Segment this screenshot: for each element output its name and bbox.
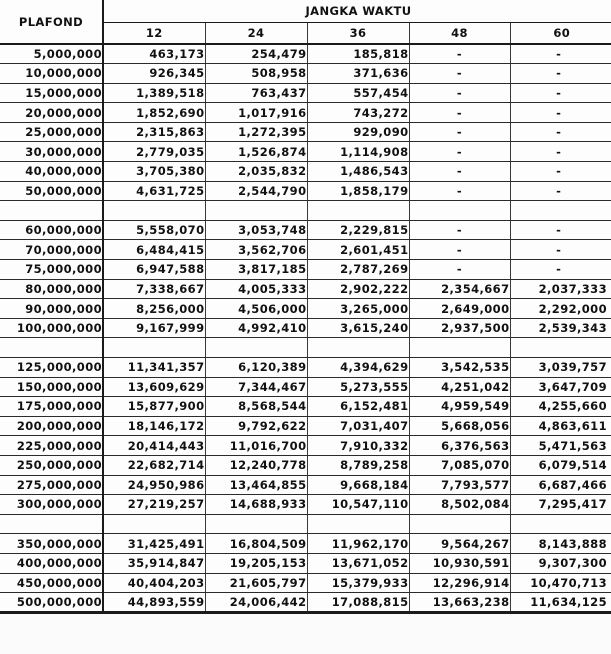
plafond-cell: 200,000,000 <box>0 416 103 436</box>
table-row <box>0 220 611 240</box>
installment-cell: 2,787,269 <box>307 260 409 280</box>
installment-cell: 4,394,629 <box>307 358 409 378</box>
table-row <box>0 83 611 103</box>
table-body <box>0 44 611 612</box>
installment-cell: - <box>510 122 611 142</box>
plafond-cell: 450,000,000 <box>0 573 103 593</box>
plafond-cell: 60,000,000 <box>0 220 103 240</box>
installment-cell: 3,542,535 <box>409 358 510 378</box>
table-row <box>0 495 611 515</box>
installment-cell: 1,852,690 <box>103 103 205 123</box>
installment-cell: 7,344,467 <box>205 377 307 397</box>
installment-cell: 12,296,914 <box>409 573 510 593</box>
spacer-cell <box>307 201 409 221</box>
plafond-cell: 75,000,000 <box>0 260 103 280</box>
plafond-cell: 90,000,000 <box>0 299 103 319</box>
installment-cell: - <box>510 64 611 84</box>
spacer-cell <box>307 514 409 534</box>
header-term-60: 60 <box>510 22 611 44</box>
table-row <box>0 142 611 162</box>
spacer-cell <box>510 201 611 221</box>
plafond-cell: 225,000,000 <box>0 436 103 456</box>
installment-cell: 2,035,832 <box>205 162 307 182</box>
installment-cell: 11,634,125 <box>510 593 611 613</box>
installment-cell: 3,647,709 <box>510 377 611 397</box>
spacer-cell <box>103 201 205 221</box>
plafond-cell: 5,000,000 <box>0 44 103 64</box>
installment-cell: - <box>409 240 510 260</box>
installment-cell: 9,668,184 <box>307 475 409 495</box>
plafond-cell: 300,000,000 <box>0 495 103 515</box>
installment-cell: 8,568,544 <box>205 397 307 417</box>
spacer-cell <box>205 201 307 221</box>
plafond-cell: 175,000,000 <box>0 397 103 417</box>
installment-cell: 24,950,986 <box>103 475 205 495</box>
installment-cell: 4,863,611 <box>510 416 611 436</box>
installment-cell: 6,484,415 <box>103 240 205 260</box>
installment-cell: 2,315,863 <box>103 122 205 142</box>
installment-cell: 15,379,933 <box>307 573 409 593</box>
installment-cell: 2,037,333 <box>510 279 611 299</box>
plafond-cell: 15,000,000 <box>0 83 103 103</box>
installment-cell: 1,272,395 <box>205 122 307 142</box>
table-row <box>0 573 611 593</box>
installment-cell: 8,502,084 <box>409 495 510 515</box>
installment-cell: 16,804,509 <box>205 534 307 554</box>
installment-cell: - <box>409 142 510 162</box>
installment-cell: - <box>409 122 510 142</box>
spacer-cell <box>0 338 103 358</box>
table-row <box>0 260 611 280</box>
installment-cell: 35,914,847 <box>103 553 205 573</box>
plafond-cell: 25,000,000 <box>0 122 103 142</box>
installment-cell: 5,273,555 <box>307 377 409 397</box>
installment-cell: 6,947,588 <box>103 260 205 280</box>
installment-cell: 19,205,153 <box>205 553 307 573</box>
table-spacer-row <box>0 514 611 534</box>
installment-cell: 6,120,389 <box>205 358 307 378</box>
table-spacer-row <box>0 201 611 221</box>
installment-cell: 7,793,577 <box>409 475 510 495</box>
spacer-cell <box>103 338 205 358</box>
plafond-cell: 250,000,000 <box>0 455 103 475</box>
installment-cell: 9,167,999 <box>103 318 205 338</box>
installment-cell: 24,006,442 <box>205 593 307 613</box>
installment-cell: - <box>409 64 510 84</box>
installment-cell: 371,636 <box>307 64 409 84</box>
installment-cell: 557,454 <box>307 83 409 103</box>
installment-cell: 8,256,000 <box>103 299 205 319</box>
installment-cell: 3,705,380 <box>103 162 205 182</box>
spacer-cell <box>510 514 611 534</box>
installment-cell: 463,173 <box>103 44 205 64</box>
installment-cell: - <box>510 83 611 103</box>
installment-cell: - <box>510 181 611 201</box>
installment-cell: 10,930,591 <box>409 553 510 573</box>
installment-cell: - <box>510 240 611 260</box>
installment-cell: 4,631,725 <box>103 181 205 201</box>
installment-cell: 44,893,559 <box>103 593 205 613</box>
installment-cell: 2,779,035 <box>103 142 205 162</box>
installment-cell: 21,605,797 <box>205 573 307 593</box>
installment-cell: 1,017,916 <box>205 103 307 123</box>
installment-cell: 10,470,713 <box>510 573 611 593</box>
spacer-cell <box>409 201 510 221</box>
installment-cell: 185,818 <box>307 44 409 64</box>
plafond-cell: 10,000,000 <box>0 64 103 84</box>
plafond-cell: 125,000,000 <box>0 358 103 378</box>
installment-cell: 20,414,443 <box>103 436 205 456</box>
installment-cell: 6,687,466 <box>510 475 611 495</box>
table-row <box>0 436 611 456</box>
spacer-cell <box>409 514 510 534</box>
table-row <box>0 279 611 299</box>
table-row <box>0 240 611 260</box>
installment-cell: 2,544,790 <box>205 181 307 201</box>
plafond-cell: 350,000,000 <box>0 534 103 554</box>
table-row <box>0 377 611 397</box>
installment-cell: 14,688,933 <box>205 495 307 515</box>
table-row <box>0 103 611 123</box>
installment-cell: 5,668,056 <box>409 416 510 436</box>
table-row <box>0 162 611 182</box>
installment-cell: 1,486,543 <box>307 162 409 182</box>
installment-cell: 15,877,900 <box>103 397 205 417</box>
installment-cell: 11,962,170 <box>307 534 409 554</box>
installment-cell: 1,114,908 <box>307 142 409 162</box>
installment-cell: 13,464,855 <box>205 475 307 495</box>
installment-cell: 3,053,748 <box>205 220 307 240</box>
installment-cell: - <box>409 103 510 123</box>
plafond-cell: 70,000,000 <box>0 240 103 260</box>
installment-cell: - <box>409 83 510 103</box>
installment-cell: 2,229,815 <box>307 220 409 240</box>
installment-cell: 7,295,417 <box>510 495 611 515</box>
installment-cell: 18,146,172 <box>103 416 205 436</box>
table-row <box>0 64 611 84</box>
plafond-cell: 30,000,000 <box>0 142 103 162</box>
installment-cell: 763,437 <box>205 83 307 103</box>
installment-cell: 9,792,622 <box>205 416 307 436</box>
plafond-cell: 80,000,000 <box>0 279 103 299</box>
installment-cell: 2,937,500 <box>409 318 510 338</box>
table-row <box>0 534 611 554</box>
installment-cell: - <box>409 44 510 64</box>
installment-cell: - <box>510 142 611 162</box>
table-row <box>0 553 611 573</box>
installment-cell: 3,817,185 <box>205 260 307 280</box>
installment-cell: - <box>510 44 611 64</box>
header-term-48: 48 <box>409 22 510 44</box>
installment-cell: 1,526,874 <box>205 142 307 162</box>
table-row <box>0 122 611 142</box>
header-term-36: 36 <box>307 22 409 44</box>
installment-cell: 926,345 <box>103 64 205 84</box>
plafond-cell: 40,000,000 <box>0 162 103 182</box>
installment-cell: - <box>409 162 510 182</box>
installment-cell: 4,005,333 <box>205 279 307 299</box>
header-plafond: PLAFOND <box>0 0 103 44</box>
installment-cell: 10,547,110 <box>307 495 409 515</box>
plafond-cell: 20,000,000 <box>0 103 103 123</box>
table-header <box>0 0 611 44</box>
installment-cell: 254,479 <box>205 44 307 64</box>
plafond-cell: 400,000,000 <box>0 553 103 573</box>
installment-cell: 2,601,451 <box>307 240 409 260</box>
table-row <box>0 397 611 417</box>
spacer-cell <box>205 338 307 358</box>
installment-cell: 31,425,491 <box>103 534 205 554</box>
installment-cell: 4,255,660 <box>510 397 611 417</box>
table-row <box>0 44 611 64</box>
header-row-group <box>0 0 611 22</box>
spacer-cell <box>103 514 205 534</box>
installment-cell: 3,615,240 <box>307 318 409 338</box>
installment-cell: 17,088,815 <box>307 593 409 613</box>
installment-cell: 9,307,300 <box>510 553 611 573</box>
installment-cell: 11,016,700 <box>205 436 307 456</box>
installment-cell: 1,858,179 <box>307 181 409 201</box>
installment-cell: 2,292,000 <box>510 299 611 319</box>
installment-cell: 1,389,518 <box>103 83 205 103</box>
installment-cell: 6,079,514 <box>510 455 611 475</box>
table-row <box>0 593 611 613</box>
installment-cell: - <box>409 181 510 201</box>
installment-cell: 22,682,714 <box>103 455 205 475</box>
installment-cell: 743,272 <box>307 103 409 123</box>
table-row <box>0 358 611 378</box>
installment-cell: 5,558,070 <box>103 220 205 240</box>
installment-cell: 929,090 <box>307 122 409 142</box>
spacer-cell <box>510 338 611 358</box>
table-row <box>0 455 611 475</box>
installment-cell: 3,039,757 <box>510 358 611 378</box>
installment-cell: 6,152,481 <box>307 397 409 417</box>
table-row <box>0 416 611 436</box>
plafond-cell: 275,000,000 <box>0 475 103 495</box>
spacer-cell <box>205 514 307 534</box>
table-row <box>0 181 611 201</box>
installment-cell: 7,338,667 <box>103 279 205 299</box>
plafond-cell: 50,000,000 <box>0 181 103 201</box>
table-spacer-row <box>0 338 611 358</box>
installment-cell: - <box>510 162 611 182</box>
header-term-24: 24 <box>205 22 307 44</box>
installment-cell: 6,376,563 <box>409 436 510 456</box>
installment-cell: - <box>510 103 611 123</box>
installment-cell: 4,992,410 <box>205 318 307 338</box>
spacer-cell <box>409 338 510 358</box>
installment-cell: 8,143,888 <box>510 534 611 554</box>
installment-cell: 508,958 <box>205 64 307 84</box>
installment-cell: - <box>409 220 510 240</box>
installment-cell: 12,240,778 <box>205 455 307 475</box>
installment-cell: 7,031,407 <box>307 416 409 436</box>
installment-cell: 2,649,000 <box>409 299 510 319</box>
installment-cell: 9,564,267 <box>409 534 510 554</box>
installment-cell: 2,354,667 <box>409 279 510 299</box>
table-row <box>0 475 611 495</box>
plafond-cell: 150,000,000 <box>0 377 103 397</box>
spacer-cell <box>0 514 103 534</box>
spacer-cell <box>307 338 409 358</box>
installment-cell: 4,251,042 <box>409 377 510 397</box>
installment-cell: 40,404,203 <box>103 573 205 593</box>
plafond-cell: 100,000,000 <box>0 318 103 338</box>
installment-cell: 4,959,549 <box>409 397 510 417</box>
installment-cell: 3,265,000 <box>307 299 409 319</box>
installment-cell: 13,671,052 <box>307 553 409 573</box>
installment-cell: 2,539,343 <box>510 318 611 338</box>
table-row <box>0 299 611 319</box>
installment-cell: 7,910,332 <box>307 436 409 456</box>
header-jangka-waktu: JANGKA WAKTU <box>103 0 611 22</box>
spacer-cell <box>0 201 103 221</box>
installment-cell: - <box>510 220 611 240</box>
installment-cell: 13,609,629 <box>103 377 205 397</box>
installment-cell: 2,902,222 <box>307 279 409 299</box>
installment-cell: 3,562,706 <box>205 240 307 260</box>
installment-cell: 4,506,000 <box>205 299 307 319</box>
installment-cell: 8,789,258 <box>307 455 409 475</box>
table-row <box>0 318 611 338</box>
installment-cell: 27,219,257 <box>103 495 205 515</box>
installment-cell: 7,085,070 <box>409 455 510 475</box>
installment-cell: 13,663,238 <box>409 593 510 613</box>
header-term-12: 12 <box>103 22 205 44</box>
installment-cell: - <box>409 260 510 280</box>
installment-cell: - <box>510 260 611 280</box>
installment-cell: 5,471,563 <box>510 436 611 456</box>
plafond-cell: 500,000,000 <box>0 593 103 613</box>
installment-cell: 11,341,357 <box>103 358 205 378</box>
